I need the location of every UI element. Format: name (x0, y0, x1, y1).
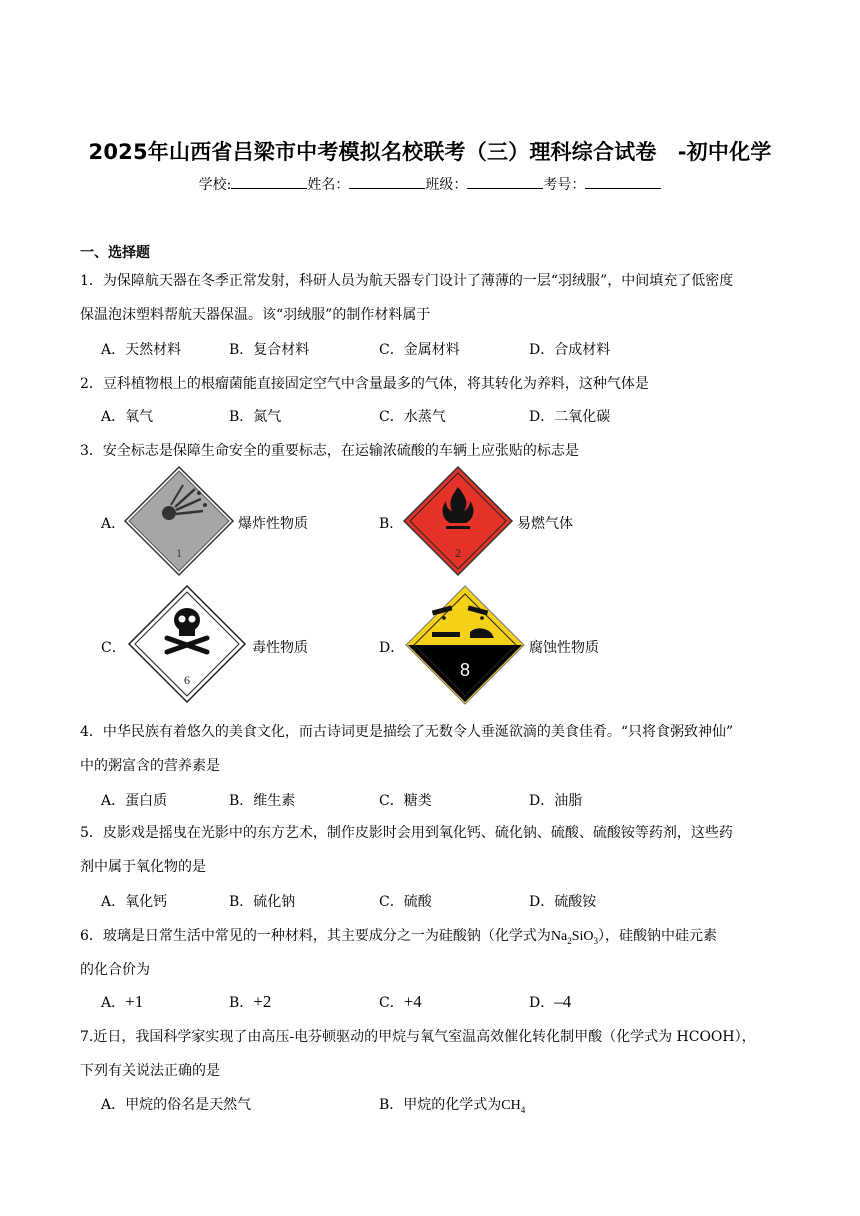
q4-option-d: D．油脂 (529, 793, 583, 809)
q2-option-a: A．氧气 (101, 409, 154, 425)
q3-option-a-caption: 爆炸性物质 (238, 516, 308, 532)
class-blank (467, 174, 543, 189)
question-6-line-2: 的化合价为 (80, 962, 150, 978)
number-blank (585, 174, 661, 189)
corrosive-class-number: 8 (459, 660, 471, 680)
q6-option-b: B．+2 (229, 992, 272, 1011)
q6-option-c: C．+4 (379, 992, 422, 1011)
q4-option-a: A．蛋白质 (101, 793, 168, 809)
question-7-line-2: 下列有关说法正确的是 (80, 1063, 220, 1079)
flammable-gas-icon (402, 465, 514, 577)
q3-option-c-caption: 毒性物质 (252, 640, 308, 656)
q7-option-a: A．甲烷的俗名是天然气 (101, 1097, 252, 1113)
flammable-class-number: 2 (455, 546, 461, 560)
q3-option-b-letter: B． (379, 516, 404, 532)
toxic-class-number: 6 (184, 673, 190, 687)
exam-title: 2025年山西省吕梁市中考模拟名校联考（三）理科综合试卷 -初中化学 (88, 140, 772, 164)
q6-text-b: ），硅酸钠中硅元素 (598, 928, 718, 944)
q3-option-d-caption: 腐蚀性物质 (529, 640, 599, 656)
question-5-line-1: 5．皮影戏是摇曳在光影中的东方艺术，制作皮影时会用到氧化钙、硫化钠、硫酸、硫酸铵等药剂，这些药 (80, 825, 733, 841)
sodium-silicate-formula: $Na_2SiO_3$ (550, 929, 599, 946)
q2-option-b: B．氮气 (229, 409, 282, 425)
q3-option-c-letter: C． (101, 640, 126, 656)
school-label: 学校: (198, 177, 232, 193)
question-4-line-1: 4．中华民族有着悠久的美食文化，而古诗词更是描绘了无数令人垂涎欲滴的美食佳肴。“只将食粥致神仙” (80, 724, 734, 740)
corrosive-substance-icon (404, 584, 526, 706)
q1-option-b: B．复合材料 (229, 342, 310, 358)
q6-option-a: A．+1 (101, 992, 144, 1011)
question-3-line-1: 3．安全标志是保障生命安全的重要标志，在运输浓硫酸的车辆上应张贴的标志是 (80, 443, 579, 459)
name-label: 姓名： (307, 177, 350, 193)
q2-option-c: C．水蒸气 (379, 409, 446, 425)
q2-option-d: D．二氧化碳 (529, 409, 611, 425)
name-blank (349, 174, 425, 189)
question-1-line-1: 1．为保障航天器在冬季正常发射，科研人员为航天器专门设计了薄薄的一层“羽绒服”，中间填充了低密度 (80, 273, 734, 289)
q3-option-d-letter: D． (379, 640, 405, 656)
q6-option-d: D．–4 (529, 992, 572, 1011)
q4-option-c: C．糖类 (379, 793, 432, 809)
q6-text-a: 6．玻璃是日常生活中常见的一种材料，其主要成分之一为硅酸钠（化学式为 (80, 928, 551, 944)
explosive-class-number: 1 (176, 546, 182, 560)
q4-option-b: B．维生素 (229, 793, 296, 809)
q1-option-c: C．金属材料 (379, 342, 460, 358)
question-4-line-2: 中的粥富含的营养素是 (80, 758, 220, 774)
q7-option-b: B．甲烷的化学式为$CH_4$ (379, 1097, 526, 1115)
question-1-line-2: 保温泡沫塑料帮航天器保温。该“羽绒服”的制作材料属于 (80, 307, 431, 323)
question-7-line-1: 7.近日，我国科学家实现了由高压-电芬顿驱动的甲烷与氧气室温高效催化转化制甲酸（化学式为 HCOOH）， (80, 1029, 756, 1045)
student-info-row (0, 174, 860, 194)
q5-option-b: B．硫化钠 (229, 894, 296, 910)
question-2-line-1: 2．豆科植物根上的根瘤菌能直接固定空气中含量最多的气体，将其转化为养料，这种气体是 (80, 376, 649, 392)
q5-option-a: A．氧化钙 (101, 894, 168, 910)
class-label: 班级： (425, 177, 468, 193)
explosive-hazard-icon (123, 465, 235, 577)
q5-option-c: C．硫酸 (379, 894, 432, 910)
question-5-line-2: 剂中属于氧化物的是 (80, 859, 206, 875)
q1-option-a: A．天然材料 (101, 342, 182, 358)
question-6-line-1 (80, 925, 717, 946)
number-label: 考号： (543, 177, 586, 193)
q1-option-d: D．合成材料 (529, 342, 611, 358)
q3-option-a-letter: A． (101, 516, 126, 532)
school-blank (231, 174, 307, 189)
toxic-substance-icon (127, 584, 247, 704)
methane-formula: $CH_4$ (501, 1098, 526, 1115)
q5-option-d: D．硫酸铵 (529, 894, 597, 910)
q3-option-b-caption: 易燃气体 (517, 516, 573, 532)
section-heading: 一、选择题 (80, 245, 150, 261)
